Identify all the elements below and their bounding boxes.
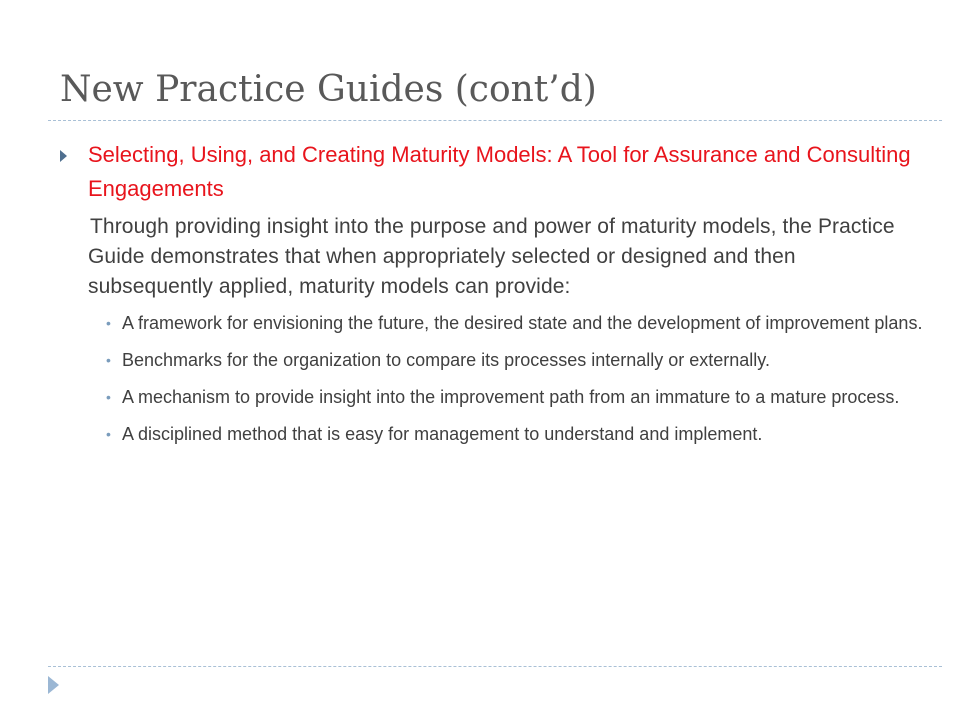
- sub-bullet-item: [106, 384, 926, 411]
- sub-bullet-item: [106, 421, 926, 448]
- bullet-heading: Selecting, Using, and Creating Maturity Models: A Tool for Assurance and Consulting Engagements: [88, 142, 911, 201]
- bullet-body: Through providing insight into the purpose and power of maturity models, the Practice Guide demonstrates that when appropriately selected or designed and then subsequently applied, maturity models can provide:: [88, 215, 895, 298]
- sub-bullet-text: A disciplined method that is easy for management to understand and implement.: [122, 424, 763, 444]
- title-divider: [48, 120, 942, 121]
- sub-bullet-item: [106, 347, 926, 374]
- slide-content: [56, 138, 926, 458]
- sub-bullet-text: A mechanism to provide insight into the improvement path from an immature to a mature process.: [122, 387, 900, 407]
- sub-bullet-text: A framework for envisioning the future, the desired state and the development of improvement plans.: [122, 313, 923, 333]
- triangle-bullet-icon: [60, 150, 67, 162]
- bullet-dot-icon: •: [106, 426, 111, 442]
- sub-bullet-list: [56, 310, 926, 448]
- bullet-dot-icon: •: [106, 352, 111, 368]
- sub-bullet-item: [106, 310, 926, 337]
- bullet-dot-icon: •: [106, 315, 111, 331]
- footer-divider: [48, 666, 942, 667]
- bullet-dot-icon: •: [106, 389, 111, 405]
- slide-title: New Practice Guides (cont’d): [60, 69, 597, 110]
- sub-bullet-text: Benchmarks for the organization to compare its processes internally or externally.: [122, 350, 770, 370]
- triangle-footer-icon: [48, 676, 59, 694]
- bullet-heading-item: [56, 138, 926, 206]
